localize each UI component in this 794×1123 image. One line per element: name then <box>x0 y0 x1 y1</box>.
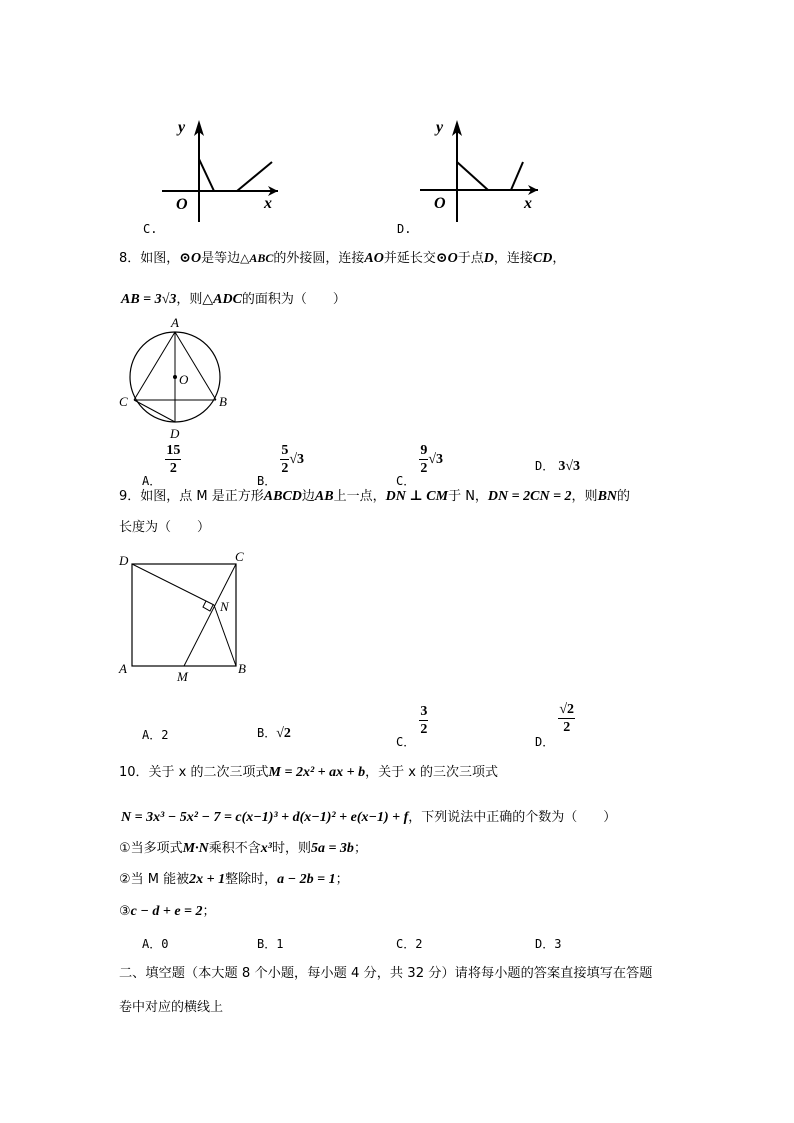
q8-number: 8． <box>119 251 141 266</box>
graph-d-label: D. <box>397 222 412 236</box>
q9-line2: 长度为（ ） <box>119 520 211 535</box>
section2-heading-line2: 卷中对应的横线上 <box>119 1000 224 1015</box>
q9-option-a[interactable]: A．2 <box>142 728 169 742</box>
q8-option-b[interactable]: B． $\frac{5}{2}$ √3 <box>257 443 305 488</box>
point-b-label: B <box>219 394 227 409</box>
point-n-label: N <box>220 599 229 614</box>
graph-d-svg <box>410 112 550 227</box>
origin-label: O <box>176 196 188 213</box>
q10-line2: N = 3x³ − 5x² − 7 = c(x−1)³ + d(x−1)² + e(x−1) + f，下列说法中正确的个数为（ ） <box>121 810 617 825</box>
q9-options <box>142 702 642 747</box>
q8-option-c[interactable]: C． $\frac{9}{2}$ √3 <box>396 443 444 488</box>
graph-c-svg <box>150 112 290 227</box>
q9-option-d[interactable]: D． $\frac{√2}{2}$ <box>535 702 575 749</box>
fraction: $\frac{√2}{2}$ <box>559 702 575 735</box>
y-axis-label: y <box>436 119 444 136</box>
circle-triangle-diagram <box>115 312 255 442</box>
point-d-label: D <box>170 426 180 441</box>
point-c-label: C <box>235 549 244 564</box>
q10-option-d[interactable]: D．3 <box>535 937 562 951</box>
point-a-label: A <box>171 315 179 330</box>
q10-statement-1: ①当多项式M·N乘积不含x³时，则5a = 3b； <box>119 841 367 856</box>
point-b-label: B <box>238 661 246 676</box>
q9-option-b[interactable]: B．√2 <box>257 726 291 741</box>
q8-line2: AB = 3√3，则△ADC的面积为（ ） <box>121 292 346 307</box>
fraction: $\frac{9}{2}$ <box>420 443 428 476</box>
q8-option-d[interactable]: D． 3√3 <box>535 459 581 474</box>
point-m-label: M <box>177 669 188 683</box>
graph-option-d <box>410 112 550 227</box>
point-o-label: O <box>179 372 189 387</box>
q10-option-a[interactable]: A．0 <box>142 937 169 951</box>
x-axis-label: x <box>524 195 532 212</box>
q9-figure <box>115 548 255 683</box>
q9-option-c[interactable]: C． $\frac{3}{2}$ <box>396 704 428 749</box>
q10-line1: 10．关于 x 的二次三项式M = 2x² + ax + b，关于 x 的三次三项式 <box>119 765 499 780</box>
q10-statement-2: ②当 M 能被2x + 1整除时，a − 2b = 1； <box>119 872 349 887</box>
q8-figure <box>115 312 255 442</box>
point-c-label: C <box>119 394 128 409</box>
fraction: $\frac{15}{2}$ <box>166 443 181 476</box>
square-diagram <box>115 548 255 683</box>
q9-number: 9． <box>119 489 141 504</box>
q10-option-b[interactable]: B．1 <box>257 937 284 951</box>
point-d-label: D <box>119 553 129 568</box>
section2-heading-line1: 二、填空题（本大题 8 个小题，每小题 4 分，共 32 分）请将每小题的答案直接填写在答题 <box>119 966 653 981</box>
point-a-label: A <box>119 661 127 676</box>
q8-option-a[interactable]: A． $\frac{15}{2}$ <box>142 443 181 488</box>
fraction: $\frac{5}{2}$ <box>281 443 289 476</box>
origin-label: O <box>434 195 446 212</box>
q8-options <box>142 443 642 488</box>
q10-statement-3: ③c − d + e = 2； <box>119 904 216 919</box>
q8-line1: 8．如图，⊙O是等边△ABC的外接圆，连接AO并延长交⊙O于点D，连接CD， <box>119 251 566 266</box>
fraction: $\frac{3}{2}$ <box>420 704 428 737</box>
q10-option-c[interactable]: C．2 <box>396 937 423 951</box>
q10-number: 10． <box>119 765 149 780</box>
q9-line1: 9．如图，点 M 是正方形ABCD边AB上一点，DN ⊥ CM于 N，DN = 2CN = 2，则BN的 <box>119 489 631 504</box>
graph-c-label: C. <box>143 222 158 236</box>
graph-option-c <box>150 112 290 227</box>
y-axis-label: y <box>178 119 186 136</box>
x-axis-label: x <box>264 195 272 212</box>
